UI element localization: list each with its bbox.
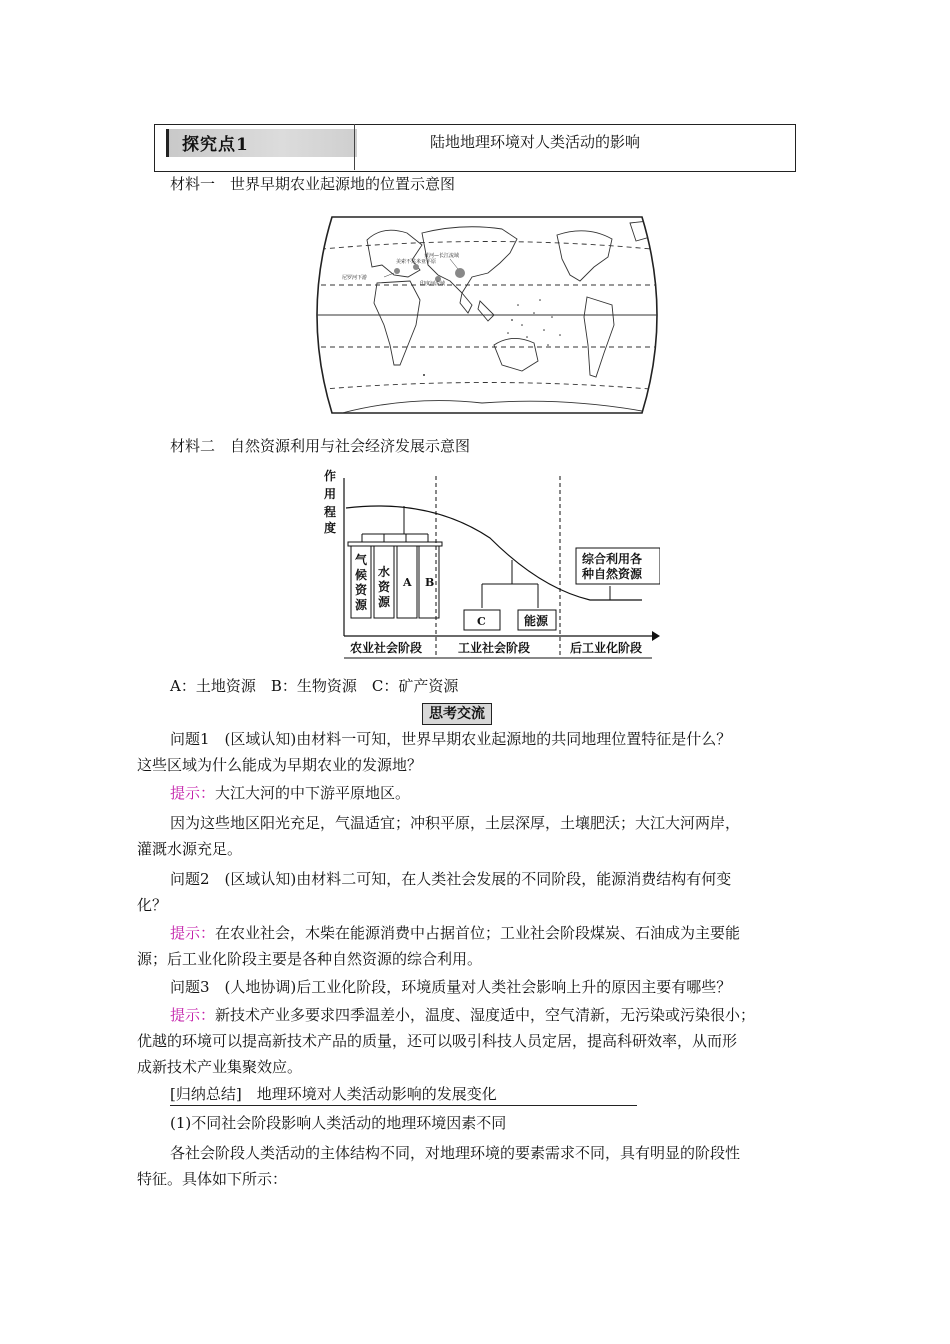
answer1 bbox=[170, 780, 850, 806]
answer3-hint-label: 提示： bbox=[170, 1006, 216, 1024]
stage-post-industrial: 后工业化阶段 bbox=[570, 641, 643, 655]
agri-box-climate: 气候资源 bbox=[355, 553, 368, 612]
ind-box-energy: 能源 bbox=[524, 614, 549, 628]
question1-line1: 问题1 (区域认知)由材料一可知，世界早期农业起源地的共同地理位置特征是什么？ bbox=[170, 730, 732, 748]
world-map bbox=[312, 205, 662, 425]
section-title: 陆地地理环境对人类活动的影响 bbox=[430, 133, 641, 151]
question2-line1: 问题2 (区域认知)由材料二可知，在人类社会发展的不同阶段，能源消费结构有何变 bbox=[170, 870, 732, 888]
question3: 问题3 (人地协调)后工业化阶段，环境质量对人类社会影响上升的原因主要有哪些？ bbox=[170, 978, 732, 996]
answer2-hint-label: 提示： bbox=[170, 924, 216, 942]
answer1-more-line2: 灌溉水源充足。 bbox=[137, 840, 243, 858]
header-separator bbox=[354, 124, 355, 170]
ind-box-c: C bbox=[477, 615, 486, 628]
summary-para-line1: 各社会阶段人类活动的主体结构不同，对地理环境的要素需求不同，具有明显的阶段性 bbox=[170, 1144, 741, 1162]
answer2-line2: 源；后工业化阶段主要是各种自然资源的综合利用。 bbox=[137, 950, 483, 968]
answer1-more-line1: 因为这些地区阳光充足，气温适宜；冲积平原，土层深厚，土壤肥沃；大江大河两岸， bbox=[170, 814, 741, 832]
material1-caption: 材料一 世界早期农业起源地的位置示意图 bbox=[170, 175, 456, 193]
answer2-line1 bbox=[170, 920, 850, 946]
answer2-text-1: 在农业社会，木柴在能源消费中占据首位；工业社会阶段煤炭、石油成为主要能 bbox=[215, 924, 741, 942]
post-box-line1: 综合利用各 bbox=[582, 552, 643, 566]
answer3-line3: 成新技术产业集聚效应。 bbox=[137, 1058, 303, 1076]
summary-point1: (1)不同社会阶段影响人类活动的地理环境因素不同 bbox=[170, 1114, 507, 1132]
post-box-line2: 种自然资源 bbox=[582, 567, 643, 581]
answer1-text: 大江大河的中下游平原地区。 bbox=[215, 784, 411, 802]
y-axis-char-4: 度 bbox=[324, 521, 337, 535]
y-axis-char-3: 程 bbox=[324, 505, 337, 519]
answer3-text-1: 新技术产业多要求四季温差小，温度、湿度适中，空气清新，无污染或污染很小； bbox=[215, 1006, 756, 1024]
summary-underline bbox=[170, 1105, 637, 1106]
material2-caption: 材料二 自然资源利用与社会经济发展示意图 bbox=[170, 437, 471, 455]
y-axis-char-2: 用 bbox=[324, 487, 337, 501]
agri-box-water: 水资源 bbox=[378, 565, 391, 609]
section-badge-text: 探究点1 bbox=[182, 135, 249, 155]
think-label: 思考交流 bbox=[422, 703, 492, 725]
map-label-indus: 印度河流域 bbox=[420, 281, 446, 287]
summary-para-line2: 特征。具体如下所示： bbox=[137, 1170, 288, 1188]
map-label-yellow-yangtze: 黄河—长江流域 bbox=[424, 253, 460, 259]
stage-industrial: 工业社会阶段 bbox=[458, 641, 531, 655]
map-label-nile: 尼罗河下游 bbox=[342, 275, 368, 281]
stage-agricultural: 农业社会阶段 bbox=[350, 641, 423, 655]
summary-heading: [归纳总结] 地理环境对人类活动影响的发展变化 bbox=[170, 1085, 497, 1103]
chart-legend: A：土地资源 B：生物资源 C：矿产资源 bbox=[170, 677, 459, 695]
y-axis-char-1: 作 bbox=[324, 469, 337, 483]
resource-chart bbox=[320, 468, 660, 662]
agri-box-b: B bbox=[425, 576, 435, 589]
map-label-mesopotamia: 美索不达米亚平原 bbox=[396, 259, 437, 265]
answer1-hint-label: 提示： bbox=[170, 784, 216, 802]
agri-box-a: A bbox=[403, 576, 412, 589]
answer3-line1 bbox=[170, 1002, 850, 1028]
question1-line2: 这些区域为什么能成为早期农业的发源地？ bbox=[137, 756, 423, 774]
question2-line2: 化？ bbox=[137, 896, 168, 914]
answer3-line2: 优越的环境可以提高新技术产品的质量，还可以吸引科技人员定居，提高科研效率，从而形 bbox=[137, 1032, 738, 1050]
